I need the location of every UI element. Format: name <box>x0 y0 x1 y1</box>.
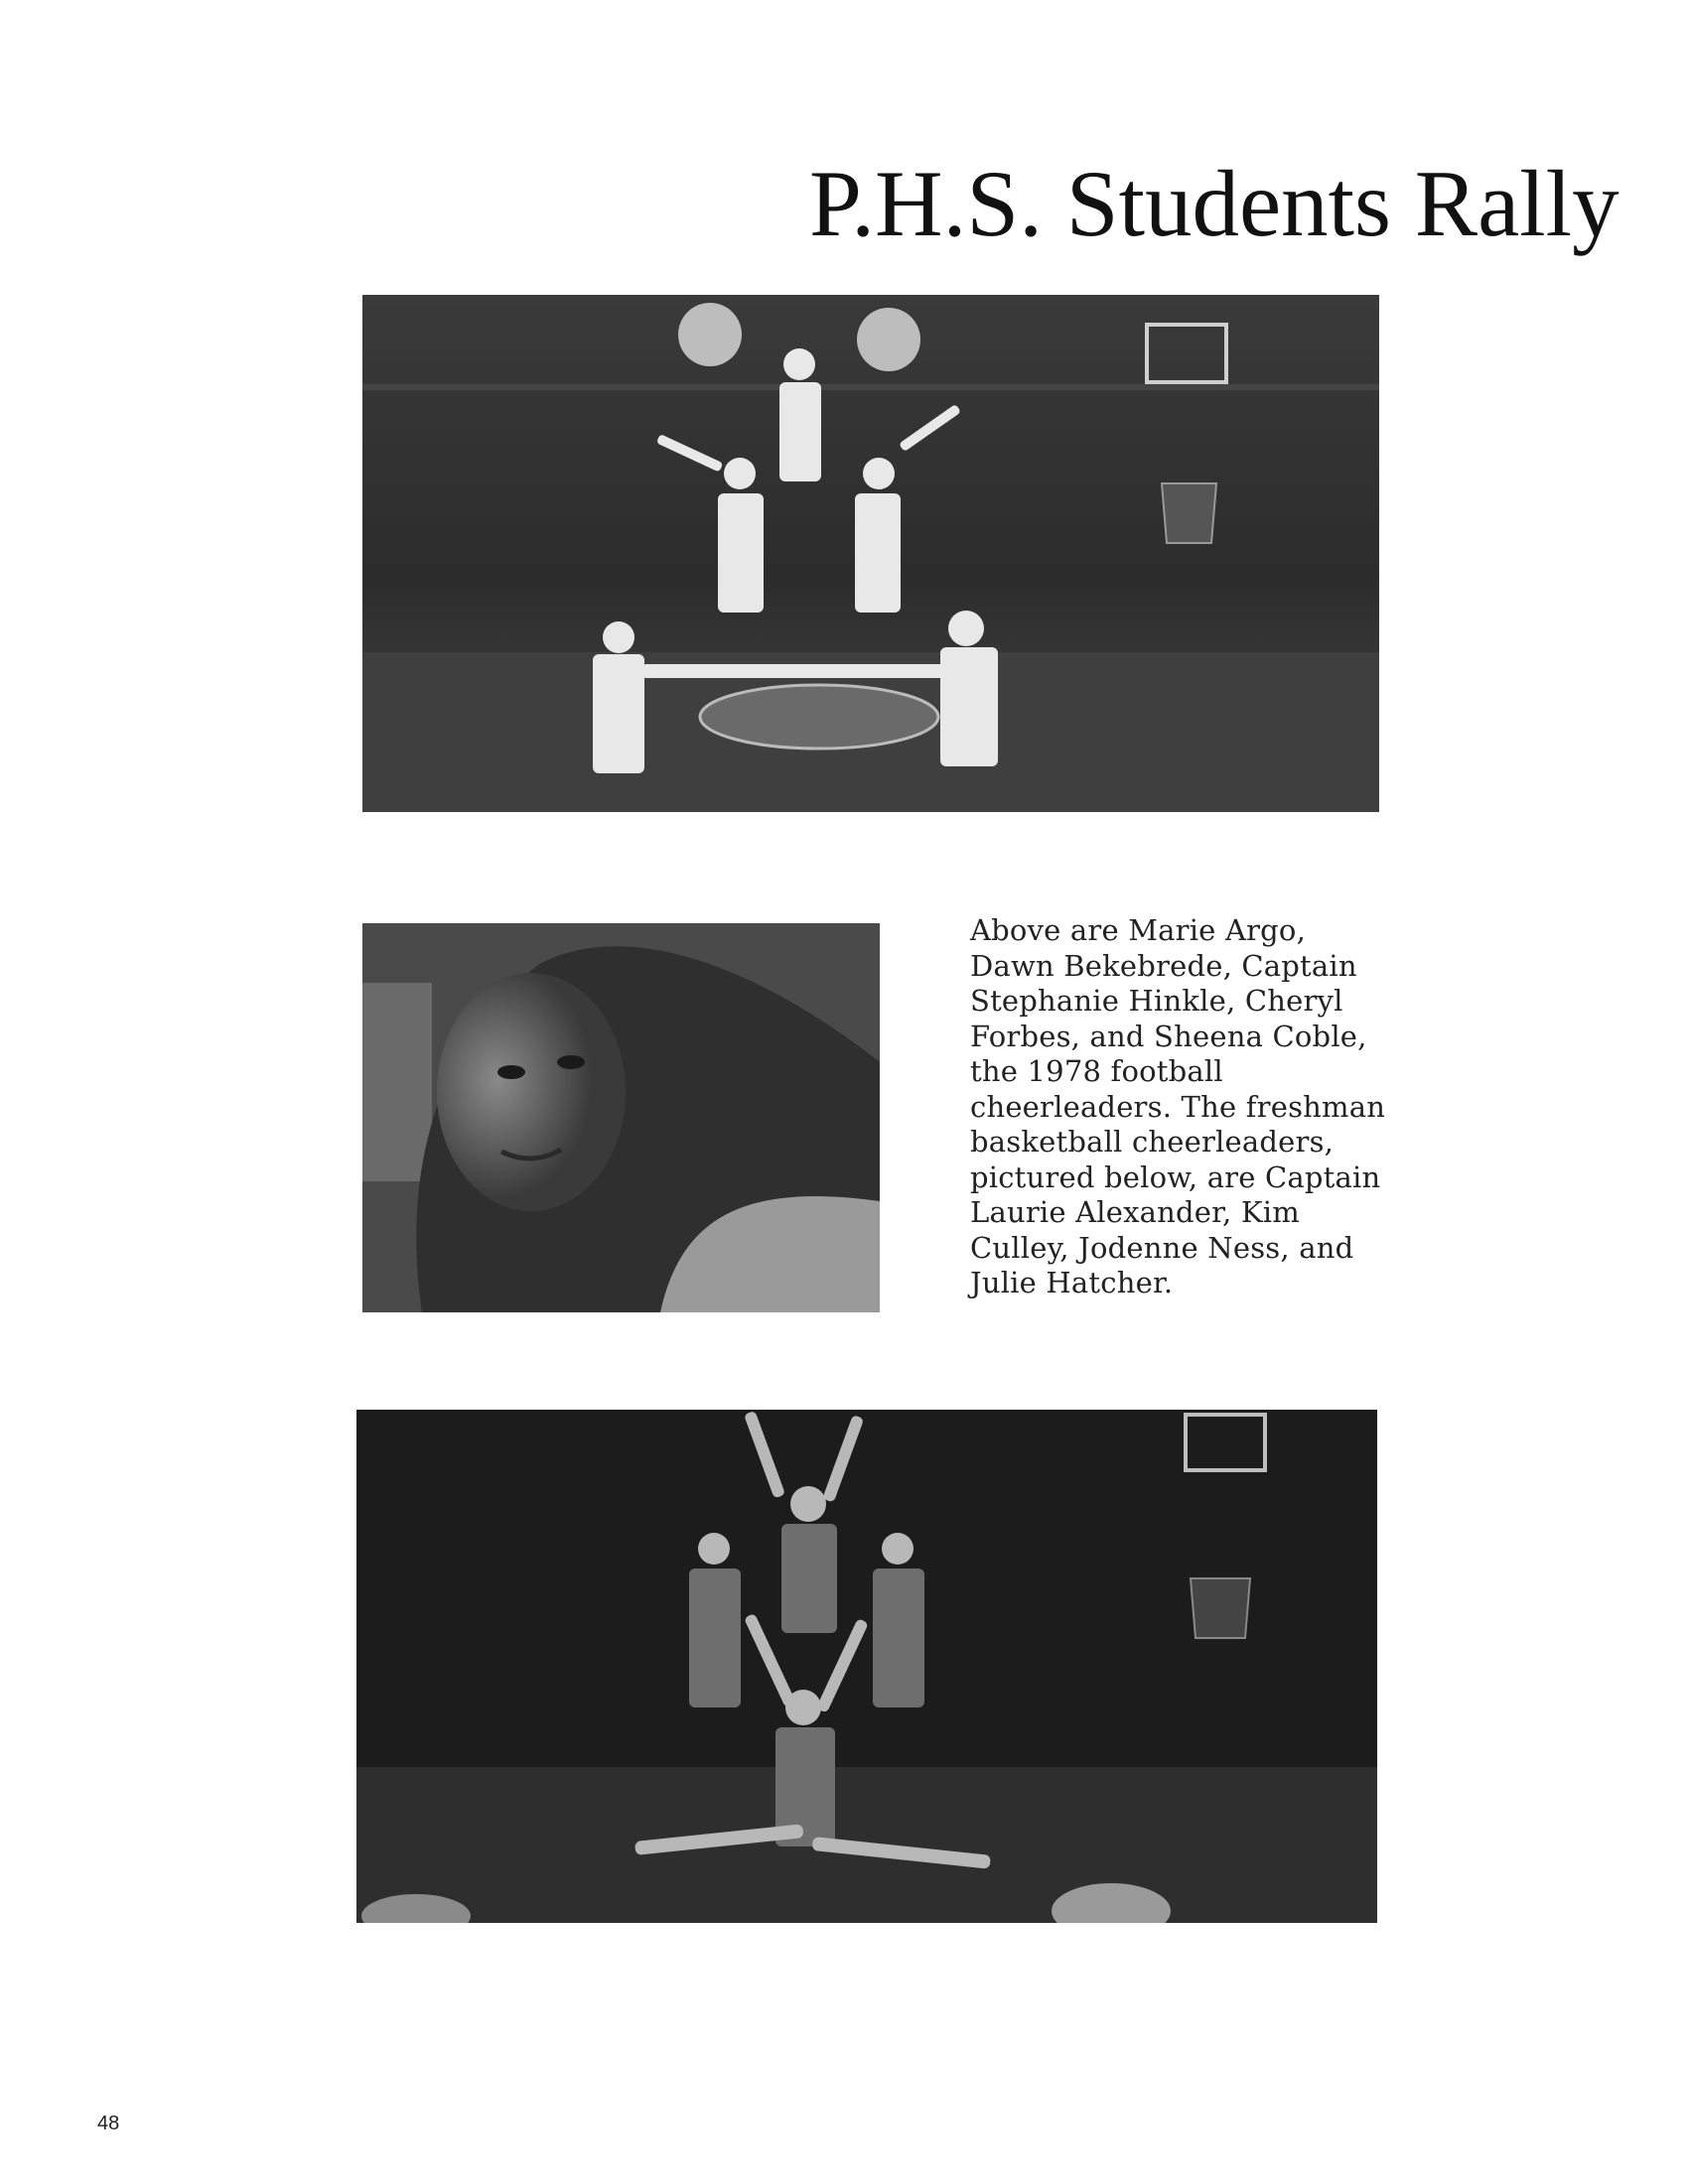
football-cheerleaders-image <box>362 295 1379 812</box>
page-number: 48 <box>97 2113 120 2134</box>
photo-caption: Above are Marie Argo, Dawn Bekebrede, Captain Stephanie Hinkle, Cheryl Forbes, and Sheena Coble, the 1978 football cheerleaders. The freshman basketball cheerleaders, pictured below, are Captain Laurie Alexander, Kim Culley, Jodenne Ness, and Julie Hatcher. <box>970 913 1386 1299</box>
page-title: P.H.S. Students Rally <box>809 151 1619 256</box>
football-cheerleaders-photo <box>362 295 1379 812</box>
portrait-image <box>362 923 880 1312</box>
basketball-cheerleaders-image <box>356 1410 1377 1923</box>
portrait-photo <box>362 923 880 1312</box>
basketball-cheerleaders-photo <box>356 1410 1377 1923</box>
